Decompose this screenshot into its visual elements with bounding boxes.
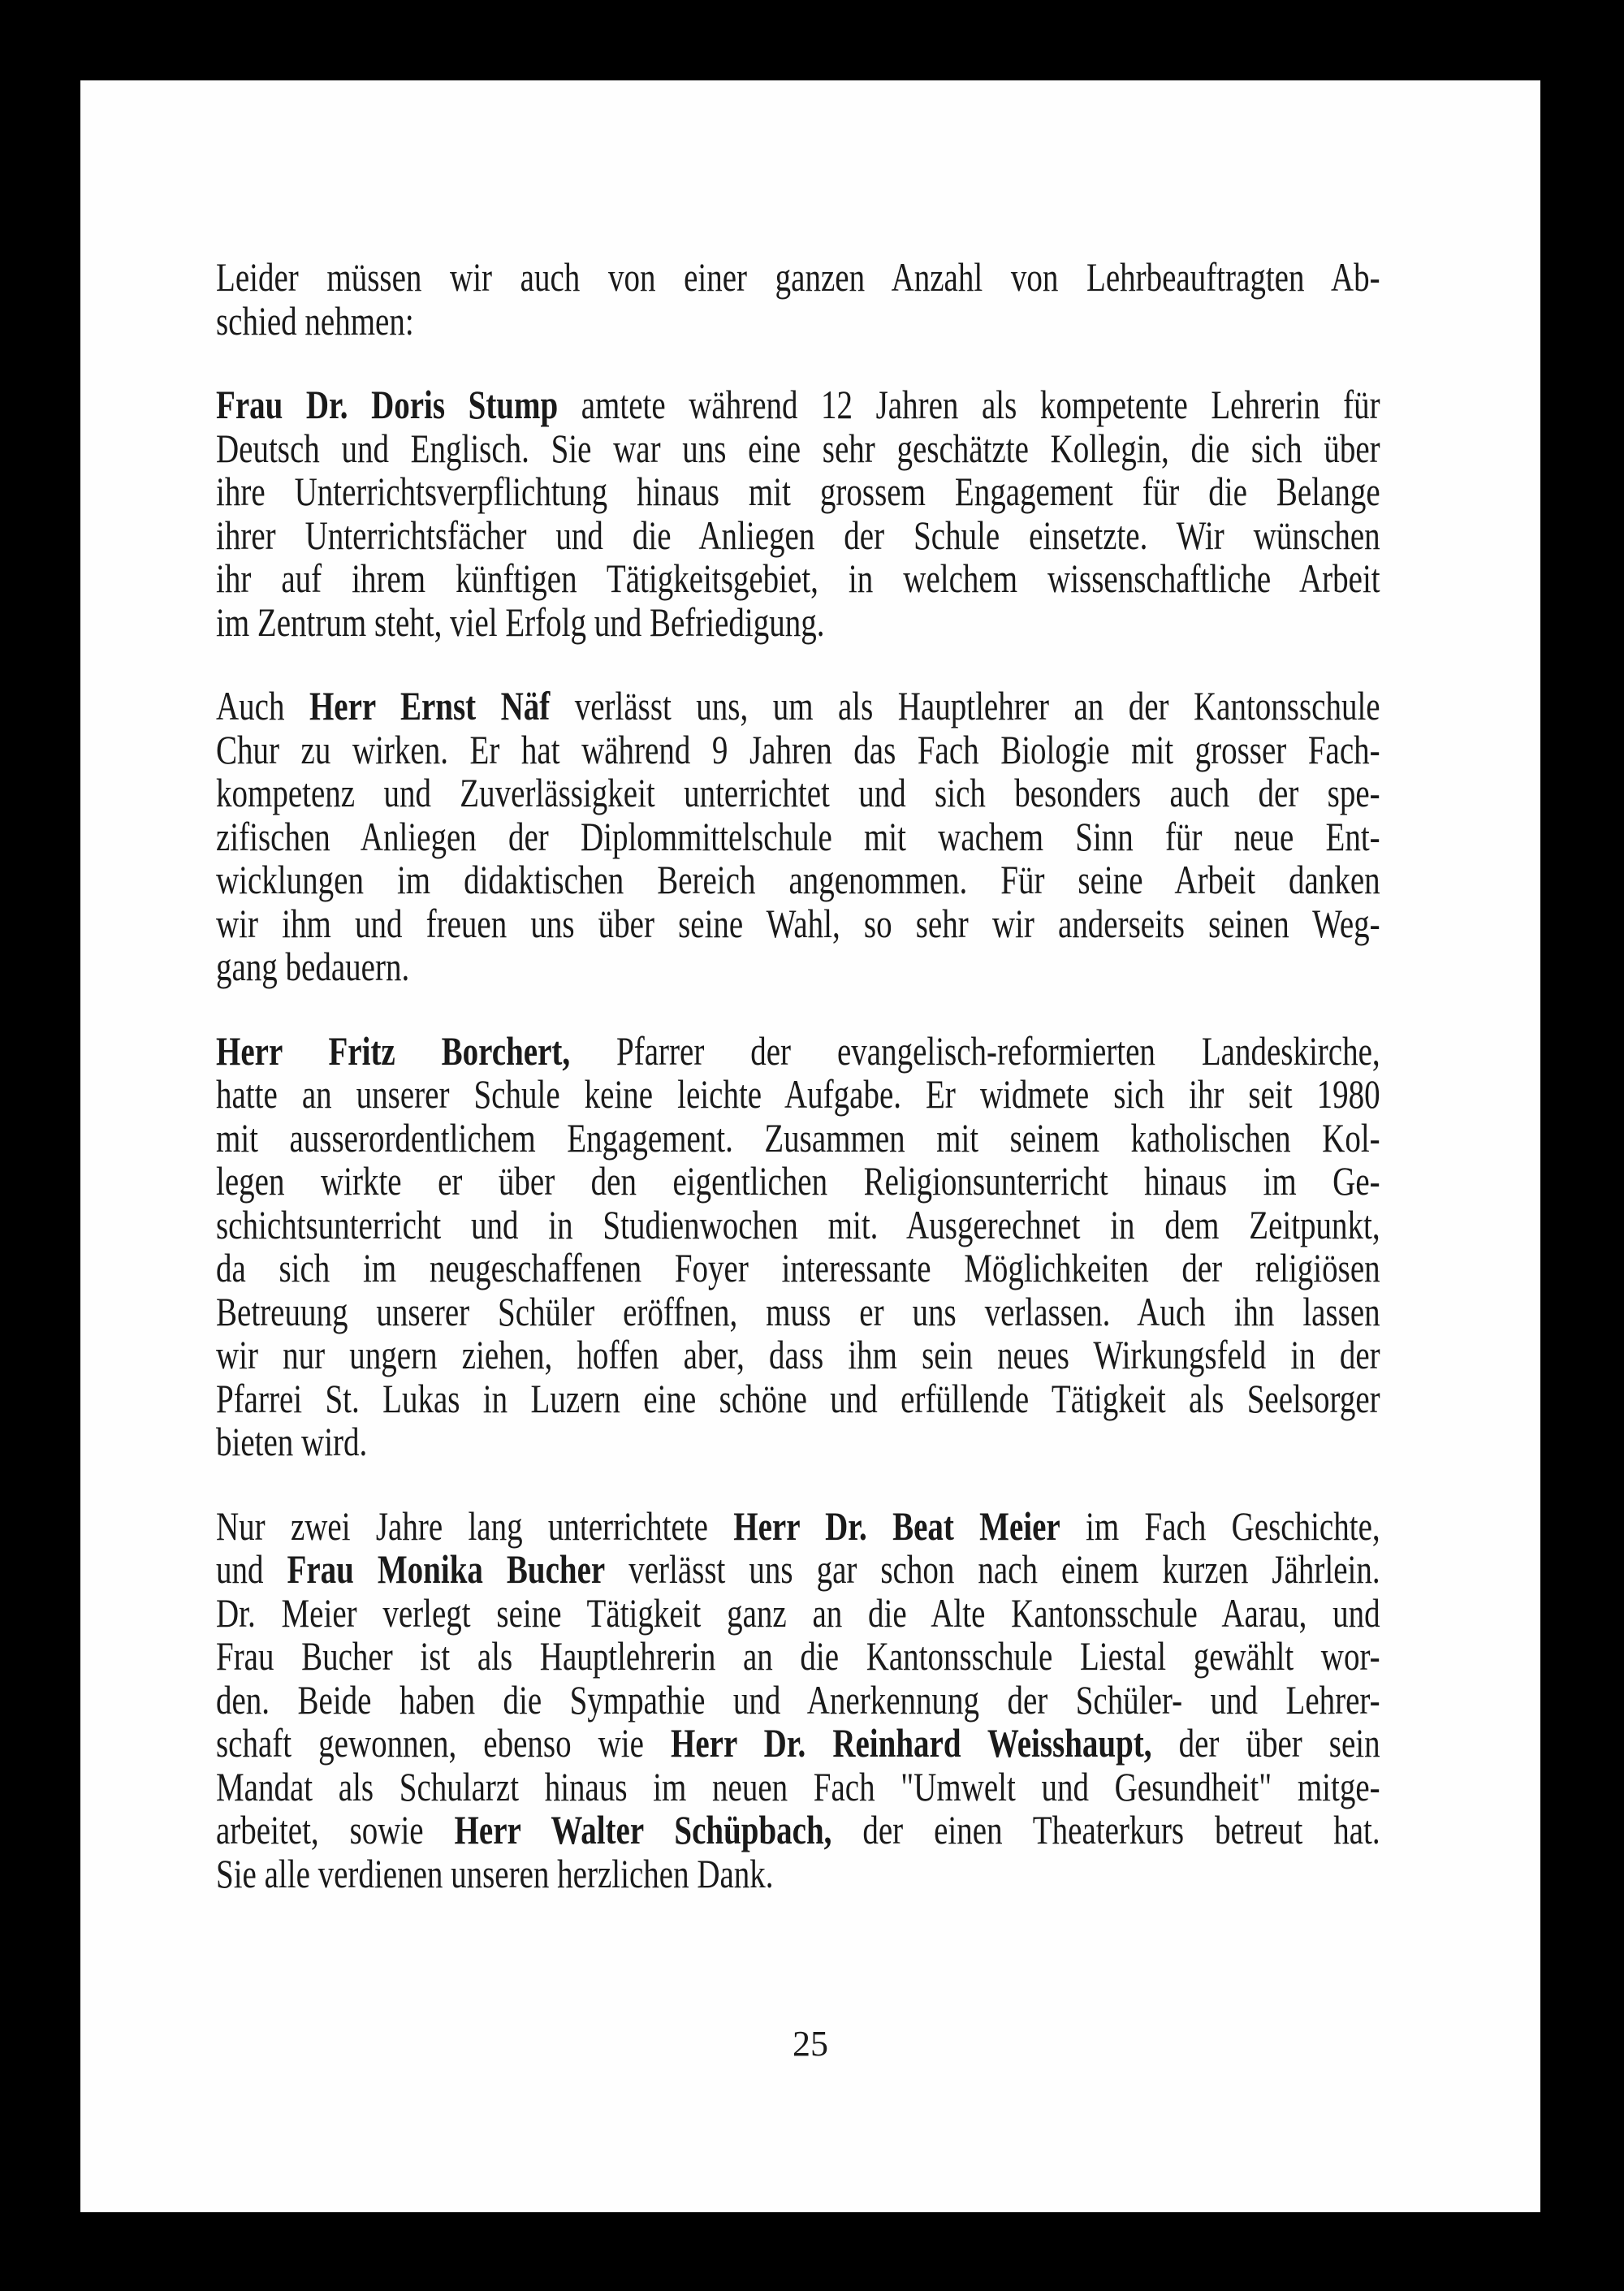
text-segment: verlässt uns, um als Hauptlehrer an der Kantonsschule (550, 683, 1380, 728)
text-segment: arbeitet, sowie (216, 1807, 455, 1852)
text-segment: legen wirkte er über den eigentlichen Religionsunterricht hinaus im Ge- (216, 1158, 1380, 1204)
text-segment: gang bedauern. (216, 944, 410, 989)
text-segment: Mandat als Schularzt hinaus im neuen Fach "Umwelt und Gesundheit" mitge- (216, 1763, 1380, 1809)
text-line (216, 945, 1380, 989)
text-segment: schied nehmen: (216, 297, 414, 344)
text-line (216, 1852, 1380, 1896)
text-line (216, 297, 1380, 344)
text-segment: wir ihm und freuen uns über seine Wahl, so sehr wir anderseits seinen Weg- (216, 900, 1380, 946)
text-segment: den. Beide haben die Sympathie und Anerkennung der Schüler- und Lehrer- (216, 1676, 1380, 1723)
text-segment: Frau Bucher ist als Hauptlehrerin an die Kantonsschule Liestal gewählt wor- (216, 1633, 1380, 1679)
text-segment: und (216, 1546, 287, 1592)
text-line (216, 685, 1380, 728)
text-segment: amtete während 12 Jahren als kompetente Lehrerin für (558, 382, 1380, 427)
document-page (80, 80, 1540, 2212)
text-segment: Dr. Meier verlegt seine Tätigkeit ganz an die Alte Kantonsschule Aarau, und (216, 1589, 1380, 1636)
text-line (216, 1160, 1380, 1204)
text-segment: Leider müssen wir auch von einer ganzen Anzahl von Lehrbeauftragten Ab- (216, 254, 1380, 300)
text-segment: Pfarrei St. Lukas in Luzern eine schöne und erfüllende Tätigkeit als Seelsorger (216, 1375, 1380, 1421)
person-name: Herr Fritz Borchert, (216, 1027, 571, 1074)
text-line (216, 1247, 1380, 1290)
text-segment: Betreuung unserer Schüler eröffnen, muss er uns verlassen. Auch ihn lassen (216, 1288, 1380, 1334)
paragraph (216, 1027, 1380, 1464)
text-line (216, 1722, 1380, 1766)
text-line (216, 1420, 1380, 1464)
text-line (216, 1377, 1380, 1421)
text-line (216, 1763, 1380, 1809)
text-line (216, 1548, 1380, 1592)
person-name: Herr Ernst Näf (309, 683, 551, 728)
text-segment: im Fach Geschichte, (1060, 1502, 1380, 1549)
text-line (216, 1809, 1380, 1852)
text-segment: bieten wird. (216, 1419, 368, 1464)
text-segment: verlässt uns gar schon nach einem kurzen Jährlein. (605, 1546, 1380, 1592)
text-segment: schichtsunterricht und in Studienwochen mit. Ausgerechnet in dem Zeitpunkt, (216, 1201, 1380, 1247)
text-line (216, 728, 1380, 772)
text-line (216, 601, 1380, 645)
text-segment: wicklungen im didaktischen Bereich angenommen. Für seine Arbeit danken (216, 857, 1380, 902)
text-line (216, 1073, 1380, 1117)
text-line (216, 772, 1380, 815)
text-line (216, 902, 1380, 946)
paragraph (216, 256, 1380, 343)
text-line (216, 557, 1380, 601)
text-segment: ihrer Unterrichtsfächer und die Anliegen der Schule einsetzte. Wir wünschen (216, 512, 1380, 558)
text-segment: zifischen Anliegen der Diplommittelschule mit wachem Sinn für neue Ent- (216, 813, 1380, 859)
text-line (216, 1635, 1380, 1679)
body-text (216, 256, 1380, 1936)
text-segment: kompetenz und Zuverlässigkeit unterrichtet und sich besonders auch der spe- (216, 770, 1380, 815)
text-line (216, 1502, 1380, 1549)
person-name: Herr Dr. Beat Meier (733, 1502, 1060, 1549)
text-line (216, 383, 1380, 427)
person-name: Herr Dr. Reinhard Weisshaupt, (671, 1720, 1152, 1766)
text-segment: Pfarrer der evangelisch-reformierten Landeskirche, (570, 1027, 1380, 1074)
text-segment: hatte an unserer Schule keine leichte Aufgabe. Er widmete sich ihr seit 1980 (216, 1071, 1380, 1117)
paragraph (216, 685, 1380, 989)
text-segment: der einen Theaterkurs betreut hat. (831, 1807, 1380, 1852)
person-name: Frau Monika Bucher (287, 1546, 606, 1592)
text-segment: ihr auf ihrem künftigen Tätigkeitsgebiet, in welchem wissenschaftliche Arbeit (216, 555, 1380, 601)
text-line (216, 1201, 1380, 1247)
text-segment: schaft gewonnen, ebenso wie (216, 1720, 672, 1766)
text-line (216, 427, 1380, 471)
text-segment: ihre Unterrichtsverpflichtung hinaus mit grossem Engagement für die Belange (216, 469, 1380, 514)
text-segment: der über sein (1151, 1720, 1380, 1766)
text-line (216, 470, 1380, 514)
text-line (216, 256, 1380, 300)
text-segment: im Zentrum steht, viel Erfolg und Befriedigung. (216, 599, 825, 645)
paragraph (216, 383, 1380, 644)
text-line (216, 1114, 1380, 1161)
text-line (216, 1676, 1380, 1723)
text-line (216, 1027, 1380, 1074)
text-line (216, 815, 1380, 859)
paragraph (216, 1502, 1380, 1896)
text-segment: Chur zu wirken. Er hat während 9 Jahren das Fach Biologie mit grosser Fach- (216, 726, 1380, 772)
text-line (216, 514, 1380, 558)
person-name: Herr Walter Schüpbach, (454, 1807, 832, 1852)
text-line (216, 1589, 1380, 1636)
text-segment: Deutsch und Englisch. Sie war uns eine sehr geschätzte Kollegin, die sich über (216, 425, 1380, 471)
text-segment: Sie alle verdienen unseren herzlichen Dank. (216, 1850, 774, 1896)
page-number: 25 (793, 2024, 828, 2064)
text-segment: wir nur ungern ziehen, hoffen aber, dass ihm sein neues Wirkungsfeld in der (216, 1332, 1380, 1377)
person-name: Frau Dr. Doris Stump (216, 382, 559, 427)
text-line (216, 1290, 1380, 1334)
text-segment: Nur zwei Jahre lang unterrichtete (216, 1502, 734, 1549)
text-line (216, 1334, 1380, 1377)
text-segment: da sich im neugeschaffenen Foyer interessante Möglichkeiten der religiösen (216, 1245, 1380, 1290)
text-line (216, 858, 1380, 902)
text-segment: Auch (216, 683, 309, 728)
text-segment: mit ausserordentlichem Engagement. Zusammen mit seinem katholischen Kol- (216, 1114, 1380, 1161)
